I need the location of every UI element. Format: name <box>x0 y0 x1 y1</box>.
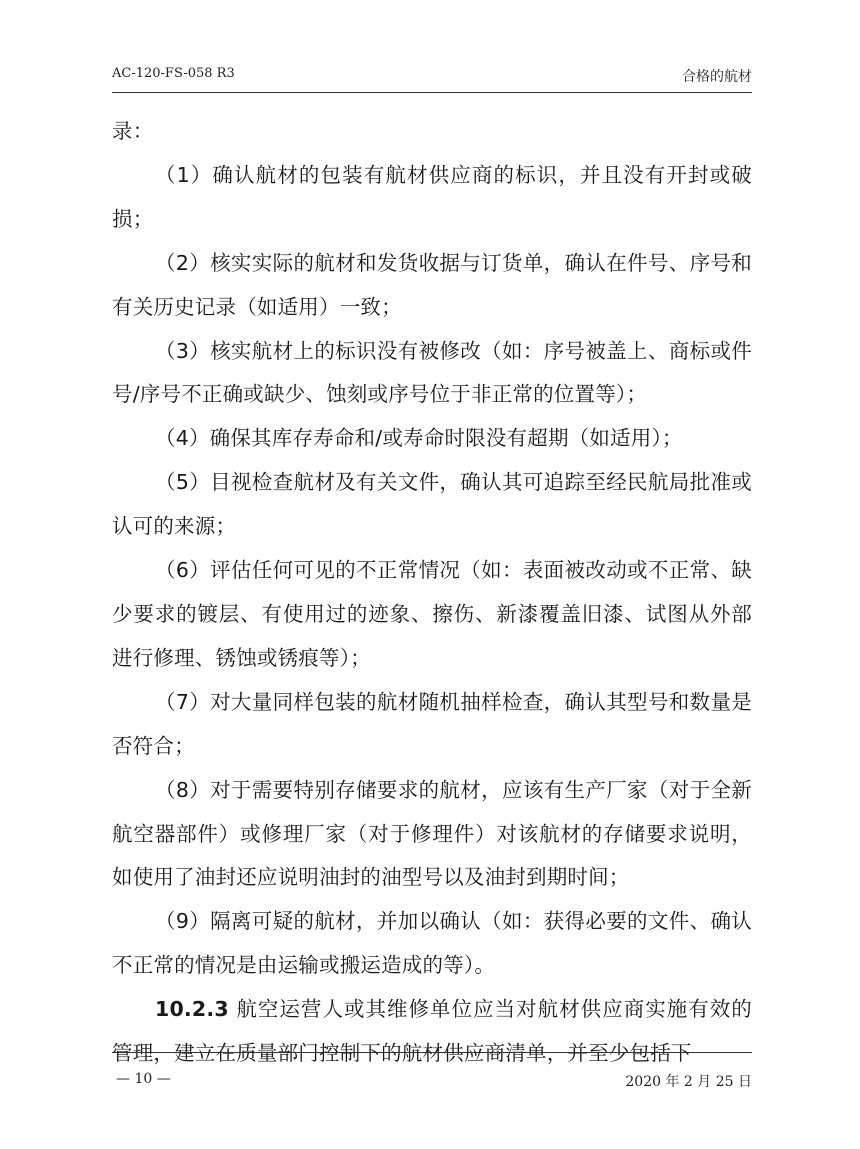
paragraph-continuation: 录： <box>112 119 154 143</box>
list-item-5: （5）目视检查航材及有关文件，确认其可追踪至经民航局批准或认可的来源； <box>112 470 752 539</box>
list-item-9: （9）隔离可疑的航材，并加以确认（如：获得必要的文件、确认不正常的情况是由运输或搬运造成的等）。 <box>112 909 752 978</box>
list-item-8: （8）对于需要特别存储要求的航材，应该有生产厂家（对于全新航空器部件）或修理厂家（对于修理件）对该航材的存储要求说明，如使用了油封还应说明油封的油型号以及油封到期时间； <box>112 777 752 890</box>
footer-rule <box>112 1052 752 1053</box>
header-rule <box>112 92 752 93</box>
footer-date: 2020 年 2 月 25 日 <box>625 1074 752 1090</box>
list-item-4: （4）确保其库存寿命和/或寿命时限没有超期（如适用）； <box>155 426 683 451</box>
list-item-3: （3）核实航材上的标识没有被修改（如：序号被盖上、商标或件号/序号不正确或缺少、蚀刻或序号位于非正常的位置等）； <box>112 338 752 407</box>
section-text: 航空运营人或其维修单位应当对航材供应商实施有效的管理，建立在质量部门控制下的航材供应商清单，并至少包括下 <box>112 997 752 1066</box>
list-item-2: （2）核实实际的航材和发货收据与订货单，确认在件号、序号和有关历史记录（如适用）一致； <box>112 250 752 319</box>
footer-page-number: — 10 — <box>116 1071 171 1087</box>
list-item-6: （6）评估任何可见的不正常情况（如：表面被改动或不正常、缺少要求的镀层、有使用过的迹象、擦伤、新漆覆盖旧漆、试图从外部进行修理、锈蚀或锈痕等）； <box>112 558 752 670</box>
header-doc-id: AC-120-FS-058 R3 <box>112 66 235 81</box>
list-item-7: （7）对大量同样包装的航材随机抽样检查，确认其型号和数量是否符合； <box>112 689 752 758</box>
header-title: 合格的航材 <box>682 69 752 85</box>
list-item-1: （1）确认航材的包装有航材供应商的标识，并且没有开封或破损； <box>112 162 752 231</box>
section-number: 10.2.3 <box>155 997 229 1022</box>
section-paragraph <box>112 988 752 1076</box>
document-body <box>112 110 752 1076</box>
